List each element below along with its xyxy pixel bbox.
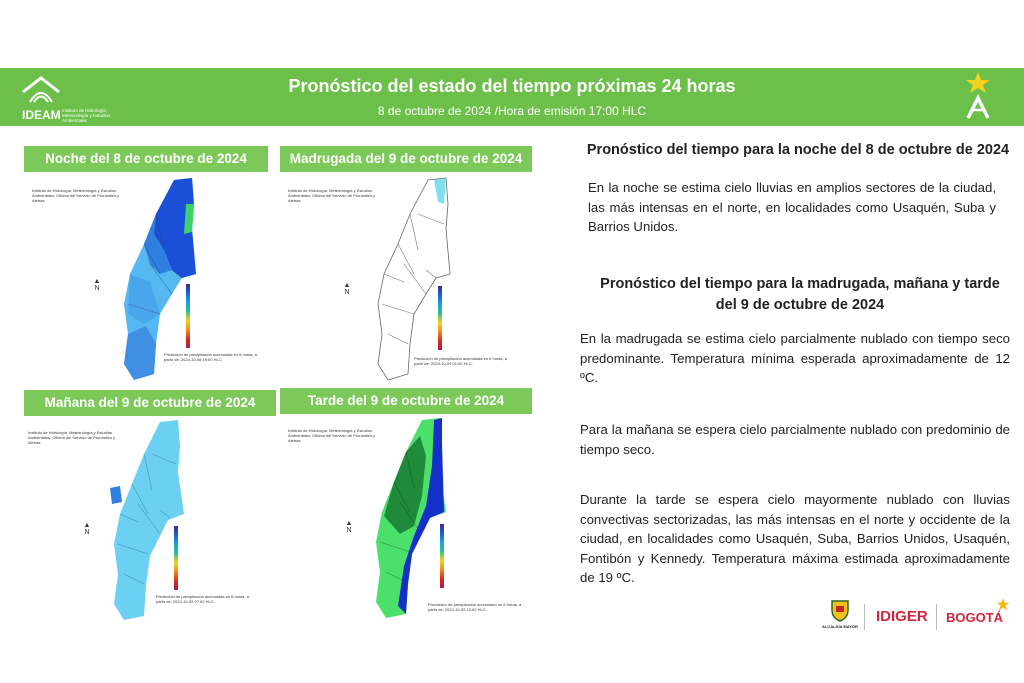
- alcaldia-label: ALCALDÍA MAYOR: [822, 624, 858, 629]
- map-panel-dawn: [280, 174, 532, 384]
- map-label-night: Noche del 8 de octubre de 2024: [24, 146, 268, 172]
- map-institution: Instituto de Hidrología, Meteorología y Estudios Ambientales. Oficina del Servicio de Pronóstico y Alertas: [28, 430, 116, 445]
- precipitation-legend: [438, 286, 442, 350]
- map-caption: Predicción de precipitación acumulada en 6 horas, a partir de: 2024-10-08 19:00 HLC.: [164, 352, 257, 362]
- north-arrow-icon: ▲ N: [83, 522, 91, 536]
- map-institution: Instituto de Hidrología, Meteorología y Estudios Ambientales. Oficina del Servicio de Pronóstico y Alertas: [288, 188, 376, 203]
- map-panel-afternoon: [280, 416, 532, 622]
- north-arrow-icon: ▲ N: [93, 278, 101, 292]
- morning-forecast-text: Para la mañana se espera cielo parcialmente nublado con predominio de tiempo seco.: [580, 422, 1010, 457]
- precipitation-map-afternoon: [364, 416, 474, 622]
- precipitation-legend: [174, 526, 178, 590]
- north-arrow-icon: ▲ N: [345, 520, 353, 534]
- map-caption: Predicción de precipitación acumulada en 6 horas, a partir de: 2024-10-09 07:00 HLC.: [156, 594, 249, 604]
- north-label: N: [344, 289, 350, 296]
- map-panel-morning: [24, 418, 276, 624]
- map-label-afternoon: Tarde del 9 de octubre de 2024: [280, 388, 532, 414]
- header-banner: [0, 68, 1024, 126]
- map-caption: Pronóstico de precipitación acumulado en 6 horas, a partir de: 2024-10-09 13:00 HLC.: [428, 602, 522, 612]
- night-forecast-text: En la noche se estima cielo lluvias en amplios sectores de la ciudad, las más intensas en el norte, en localidades como Usaquén, Suba y Barrios Unidos.: [588, 180, 996, 234]
- alcaldia-shield-icon: [828, 598, 852, 622]
- page-title: Pronóstico del estado del tiempo próximas 24 horas: [288, 76, 736, 96]
- afternoon-forecast-text: Durante la tarde se espera cielo mayormente nublado con lluvias convectivas sectorizadas, las más intensas en el norte y occidente de la ciudad, en localidades como Usaquén, Suba, Barrios Unidos, Usaquén, Fontibón y Kennedy. Temperatura máxima estimada aproximadamente de 19 ºC.: [580, 492, 1010, 585]
- map-caption: Predicción de precipitación acumulada en 6 horas, a partir de: 2024-10-09 01:00 HLC.: [414, 356, 507, 366]
- map-institution: Instituto de Hidrología, Meteorología y Estudios Ambientales. Oficina del Servicio de Pronóstico y Alertas: [288, 428, 376, 443]
- logo-subtitle: Instituto de Hidrología, Meteorología y Estudios Ambientales: [62, 108, 111, 123]
- logo-name: IDEAM: [22, 108, 61, 122]
- day-forecast-heading-line1: Pronóstico del tiempo para la madrugada, mañana y tarde: [600, 276, 1000, 292]
- north-label: N: [346, 527, 352, 534]
- idiger-logo: IDIGER: [876, 608, 928, 625]
- map-label-morning: Mañana del 9 de octubre de 2024: [24, 390, 276, 416]
- day-forecast-heading-line2: del 9 de octubre de 2024: [715, 297, 885, 313]
- dawn-forecast-text: En la madrugada se estima cielo parcialmente nublado con tiempo seco predominante. Temperatura mínima esperada aproximadamente de 12 ºC.: [580, 331, 1010, 385]
- footer-divider: [864, 604, 865, 630]
- page-subtitle: 8 de octubre de 2024 /Hora de emisión 17:00 HLC: [377, 104, 647, 118]
- north-arrow-icon: ▲ N: [343, 282, 351, 296]
- day-forecast-heading: [580, 274, 1020, 316]
- map-institution: Instituto de Hidrología, Meteorología y Estudios Ambientales. Oficina del Servicio de Pronóstico y Alertas: [32, 188, 120, 203]
- night-forecast-heading: Pronóstico del tiempo para la noche del 8 de octubre de 2024: [586, 142, 1010, 158]
- bogota-logo: BOGOTÁ: [946, 610, 1004, 625]
- precipitation-map-dawn: [368, 174, 478, 384]
- north-label: N: [94, 285, 100, 292]
- map-label-dawn: Madrugada del 9 de octubre de 2024: [280, 146, 532, 172]
- precipitation-legend: [440, 524, 444, 588]
- precipitation-legend: [186, 284, 190, 348]
- bogota-star-icon: [958, 70, 998, 122]
- map-panel-night: [24, 174, 274, 384]
- bogota-logo-star-icon: [996, 598, 1010, 612]
- footer-logos: [822, 598, 1022, 634]
- north-label: N: [84, 529, 90, 536]
- footer-divider: [936, 604, 937, 630]
